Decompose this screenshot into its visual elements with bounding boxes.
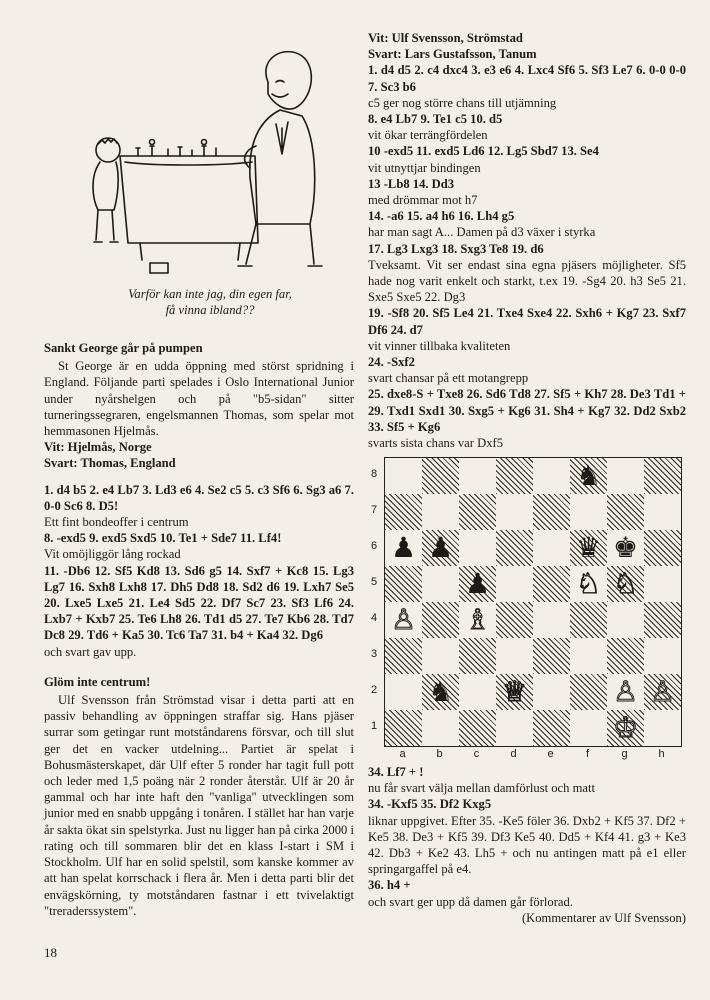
game1-comment-1: Ett fint bondeoffer i centrum <box>44 515 189 530</box>
game2-black-player: Svart: Lars Gustafsson, Tanum <box>368 47 537 62</box>
intro-paragraph-1: St George är en udda öppning med störst spridning i England. Följande parti spelades i Oslo International Junior under nyårshelgen och på "b5-sidan" sitter turneringssegraren, engelsmannen Thomas, som spelar mot hemmasonen Hjelmås. <box>44 359 354 439</box>
square-e8 <box>533 458 570 494</box>
square-h7 <box>644 494 681 530</box>
piece-a4: ♙ <box>390 603 417 636</box>
game2-moves-10: 34. Lf7 + ! <box>368 765 424 779</box>
game1-moves-3: 11. -Db6 12. Sf5 Kd8 13. Sd6 g5 14. Sxf7 + Kc8 15. Lg3 Lg7 16. Sxh8 Lxh8 17. Dh5 Dd8 18. Sd2 d6 19. Lxh7 Se5 20. Lxe5 Lxe5 21. Le4 Sd5 22. Df7 Sc7 23. Sf3 Lf6 24. Lxb7 + Kxb7 25. Te6 Lh8 26. Td1 d5 27. Te7 Kb6 28. Td7 Dc8 29. Td6 + Ka5 30. Tc6 Ta7 31. b4 + Ka4 32. Dg6 <box>44 563 354 643</box>
piece-d2: ♕ <box>501 675 528 708</box>
piece-b6: ♟ <box>427 531 454 564</box>
game1-moves-1: 1. d4 b5 2. e4 Lb7 3. Ld3 e6 4. Se2 c5 5. c3 Sf6 6. Sg3 a6 7. 0-0 Sc6 8. D5! <box>44 482 354 513</box>
square-d5 <box>496 566 533 602</box>
piece-g2: ♙ <box>612 675 639 708</box>
game2-moves-11: 34. -Kxf5 35. Df2 Kxg5 <box>368 797 492 812</box>
square-a8 <box>385 458 422 494</box>
game2-comment-11: liknar uppgivet. Efter 35. -Ke5 föler 36. Dxb2 + Kf5 37. Df2 + Ke5 38. De3 + Kf5 39. Df3 Ke5 40. Dd5 + Kf4 41. g3 + Ke3 42. Db3 + Ke2 43. Lh5 + och nu antingen matt på e1 eller springargaffel på e4. <box>368 813 686 877</box>
piece-h2: ♙ <box>649 675 676 708</box>
file-label-d: d <box>510 748 517 760</box>
square-h5 <box>644 566 681 602</box>
file-label-h: h <box>658 748 665 760</box>
game2-comment-8: svart chansar på ett motangrepp <box>368 371 529 386</box>
square-c2 <box>459 674 496 710</box>
game2-comment-4: med drömmar mot h7 <box>368 193 478 208</box>
game2-comment-10: nu får svart välja mellan damförlust och matt <box>368 781 595 796</box>
game2-moves-7: 19. -Sf8 20. Sf5 Le4 21. Txe4 Sxe4 22. Sxh6 + Kg7 23. Sxf7 Df6 24. d7 <box>368 306 686 337</box>
intro-paragraph-2: Ulf Svensson från Strömstad visar i detta parti att en passiv behandling av öppningen straffar sig. Hans pjäser surrar som getingar runt motståndarens försvar, och till slut ger det en vacker utdelning... Partiet är spelat i Bohusmästerskapet, där Ulf efter 5 ronder har tagit full pott och leder med 1,5 poäng när 2 ronder återstår. Ulf är 20 år gammal och har inte haft den "vanliga" utvecklingen som junior med en snabb uppgång i tonåren. I stället har han varje år sakta ökat sin spelstyrka. Just nu ligger han på cirka 2000 i rating och till sommaren blir det en klass I-start i SM i Stockholm. Ulf har en solid spelstil, som kanske kommer av att han spelat korrschack i flera år. Men i detta parti blir det envägskörning, ty motståndaren fastnar i ett tvivelaktigt "treraderssystem". <box>44 693 354 918</box>
game2-comment-2: vit ökar terrängfördelen <box>368 128 488 143</box>
rank-label-7: 7 <box>370 504 378 516</box>
file-label-a: a <box>399 748 406 760</box>
game1-black-player: Svart: Thomas, England <box>44 456 176 471</box>
game2-comment-1: c5 ger nog större chans till utjämning <box>368 95 557 110</box>
game2-moves-9: 25. dxe8-S + Txe8 26. Sd6 Td8 27. Sf5 + Kh7 28. De3 Td1 + 29. Txd1 Sxd1 30. Sxg5 + Kg6 31. Sh4 + Kg7 32. Dd2 Sxb2 33. Sf5 + Kg6 <box>368 387 686 434</box>
square-f7 <box>570 494 607 530</box>
piece-g6: ♚ <box>612 531 639 564</box>
rank-label-8: 8 <box>370 468 378 480</box>
square-e3 <box>533 638 570 674</box>
square-a2 <box>385 674 422 710</box>
heading-glom-inte-centrum: Glöm inte centrum! <box>44 674 151 689</box>
piece-f8: ♞ <box>575 459 602 492</box>
piece-a6: ♟ <box>390 531 417 564</box>
square-g3 <box>607 638 644 674</box>
square-d8 <box>496 458 533 494</box>
game2-moves-2: 8. e4 Lb7 9. Te1 c5 10. d5 <box>368 112 503 127</box>
square-b3 <box>422 638 459 674</box>
square-e6 <box>533 530 570 566</box>
right-column-continued <box>368 764 686 926</box>
game2-comment-5: har man sagt A... Damen på d3 växer i styrka <box>368 225 596 240</box>
rank-label-1: 1 <box>370 720 378 732</box>
rank-label-6: 6 <box>370 540 378 552</box>
game2-moves-8: 24. -Sxf2 <box>368 355 415 370</box>
game2-moves-6: 17. Lg3 Lxg3 18. Sxg3 Te8 19. d6 <box>368 241 544 256</box>
file-label-g: g <box>621 748 628 760</box>
cartoon-illustration <box>80 38 335 283</box>
piece-c5: ♟ <box>464 567 491 600</box>
square-b4 <box>422 602 459 638</box>
piece-f5: ♘ <box>575 567 602 600</box>
square-c3 <box>459 638 496 674</box>
square-d6 <box>496 530 533 566</box>
square-d1 <box>496 710 533 746</box>
square-g4 <box>607 602 644 638</box>
game2-comment-12: och svart ger upp då damen går förlorad. <box>368 894 573 909</box>
game2-moves-12: 36. h4 + <box>368 878 411 893</box>
piece-b2: ♞ <box>427 675 454 708</box>
file-label-e: e <box>547 748 554 760</box>
commentary-credit: (Kommentarer av Ulf Svensson) <box>521 910 686 925</box>
square-c7 <box>459 494 496 530</box>
square-e1 <box>533 710 570 746</box>
square-h6 <box>644 530 681 566</box>
file-label-f: f <box>585 748 590 760</box>
square-c1 <box>459 710 496 746</box>
chess-diagram <box>368 453 686 763</box>
game1-comment-2: Vit omöjliggör lång rockad <box>44 547 181 562</box>
game2-comment-7: vit vinner tillbaka kvaliteten <box>368 338 511 353</box>
chess-board <box>384 457 682 747</box>
square-g8 <box>607 458 644 494</box>
game2-moves-4: 13 -Lb8 14. Dd3 <box>368 176 455 191</box>
square-d3 <box>496 638 533 674</box>
rank-label-5: 5 <box>370 576 378 588</box>
piece-f6: ♛ <box>575 531 602 564</box>
right-column <box>368 30 686 451</box>
caption-line-2: få vinna ibland?? <box>165 303 255 317</box>
square-a3 <box>385 638 422 674</box>
square-b7 <box>422 494 459 530</box>
game2-moves-3: 10 -exd5 11. exd5 Ld6 12. Lg5 Sbd7 13. Se4 <box>368 144 599 159</box>
page-number: 18 <box>44 945 57 960</box>
square-e7 <box>533 494 570 530</box>
square-d7 <box>496 494 533 530</box>
square-h4 <box>644 602 681 638</box>
game1-white-player: Vit: Hjelmås, Norge <box>44 440 152 455</box>
square-f3 <box>570 638 607 674</box>
square-f1 <box>570 710 607 746</box>
game2-moves-1: 1. d4 d5 2. c4 dxc4 3. e3 e6 4. Lxc4 Sf6 5. Sf3 Le7 6. 0-0 0-0 7. Sc3 b6 <box>368 63 686 94</box>
rank-label-3: 3 <box>370 648 378 660</box>
game2-white-player: Vit: Ulf Svensson, Strömstad <box>368 31 523 45</box>
file-label-c: c <box>473 748 480 760</box>
square-c6 <box>459 530 496 566</box>
file-label-b: b <box>436 748 443 760</box>
square-c8 <box>459 458 496 494</box>
square-e4 <box>533 602 570 638</box>
cartoon-caption <box>90 286 330 318</box>
piece-g1: ♔ <box>612 711 639 744</box>
game1-moves-2: 8. -exd5 9. exd5 Sxd5 10. Te1 + Sde7 11. Lf4! <box>44 531 282 546</box>
game2-comment-3: vit utnyttjar bindingen <box>368 160 481 175</box>
square-e2 <box>533 674 570 710</box>
game2-comment-6: Tveksamt. Vit ser endast sina egna pjäsers möjligheter. Sf5 hade nog varit enkelt och starkt, t.ex 19. -Sg4 20. h3 Se5 21. Sxe5 Sxe5 22. Dg3 <box>368 257 686 305</box>
game1-comment-3: och svart gav upp. <box>44 644 137 659</box>
square-b5 <box>422 566 459 602</box>
square-a1 <box>385 710 422 746</box>
square-b1 <box>422 710 459 746</box>
left-column <box>44 336 354 919</box>
square-a5 <box>385 566 422 602</box>
square-f4 <box>570 602 607 638</box>
square-f2 <box>570 674 607 710</box>
piece-g5: ♘ <box>612 567 639 600</box>
square-d4 <box>496 602 533 638</box>
piece-c4: ♗ <box>464 603 491 636</box>
square-a7 <box>385 494 422 530</box>
caption-line-1: Varför kan inte jag, din egen far, <box>128 287 292 301</box>
square-g7 <box>607 494 644 530</box>
game2-moves-5: 14. -a6 15. a4 h6 16. Lh4 g5 <box>368 209 515 224</box>
square-h1 <box>644 710 681 746</box>
game2-comment-9: svarts sista chans var Dxf5 <box>368 436 504 451</box>
heading-sankt-george: Sankt George går på pumpen <box>44 341 203 355</box>
square-b8 <box>422 458 459 494</box>
rank-label-4: 4 <box>370 612 378 624</box>
rank-label-2: 2 <box>370 684 378 696</box>
square-h8 <box>644 458 681 494</box>
square-e5 <box>533 566 570 602</box>
square-h3 <box>644 638 681 674</box>
